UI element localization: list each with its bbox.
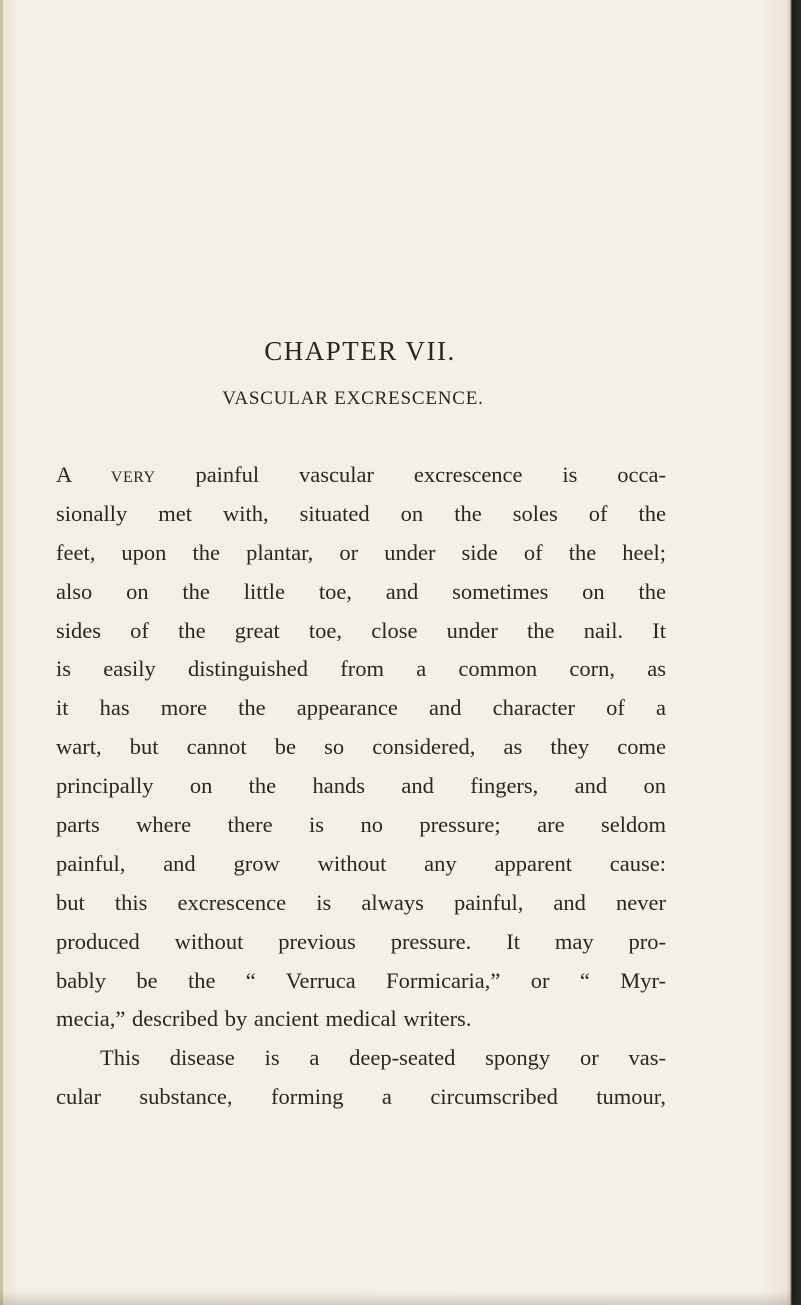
text-line-9: principally on the hands and fingers, and on — [56, 773, 666, 799]
text-line-5: sides of the great toe, close under the nail. It — [56, 617, 666, 643]
text-line-1-rest: painful vascular excrescence is occa- — [155, 462, 666, 487]
text-line-16: This disease is a deep-seated spongy or vas- — [100, 1045, 666, 1071]
text-line-11: painful, and grow without any apparent cause: — [56, 850, 666, 876]
section-title: VASCULAR EXCRESCENCE. — [222, 388, 484, 409]
body-paragraphs — [56, 456, 666, 1117]
text-line-7: it has more the appearance and character of a — [56, 695, 666, 721]
text-line-17: cular substance, forming a circumscribed tumour, — [56, 1084, 666, 1110]
lead-word: very — [110, 462, 156, 487]
text-line-14: bably be the “ Verruca Formicaria,” or “ Myr- — [56, 967, 666, 993]
text-line-12: but this excrescence is always painful, and never — [56, 889, 666, 915]
page-bottom-shadow — [0, 1291, 801, 1305]
page-gutter-edge — [0, 0, 3, 1305]
text-line-13: produced without previous pressure. It may pro- — [56, 928, 666, 954]
text-line-1 — [56, 456, 666, 495]
text-line-2: sionally met with, situated on the soles of the — [56, 500, 666, 526]
text-line-10: parts where there is no pressure; are seldom — [56, 812, 666, 838]
chapter-title: CHAPTER VII. — [264, 336, 456, 366]
lead-capital: A — [56, 462, 72, 487]
text-line-3: feet, upon the plantar, or under side of the heel; — [56, 539, 666, 565]
text-line-15: mecia,” described by ancient medical writers. — [56, 1006, 472, 1032]
text-line-4: also on the little toe, and sometimes on the — [56, 578, 666, 604]
text-line-8: wart, but cannot be so considered, as they come — [56, 734, 666, 760]
text-line-6: is easily distinguished from a common corn, as — [56, 656, 666, 682]
